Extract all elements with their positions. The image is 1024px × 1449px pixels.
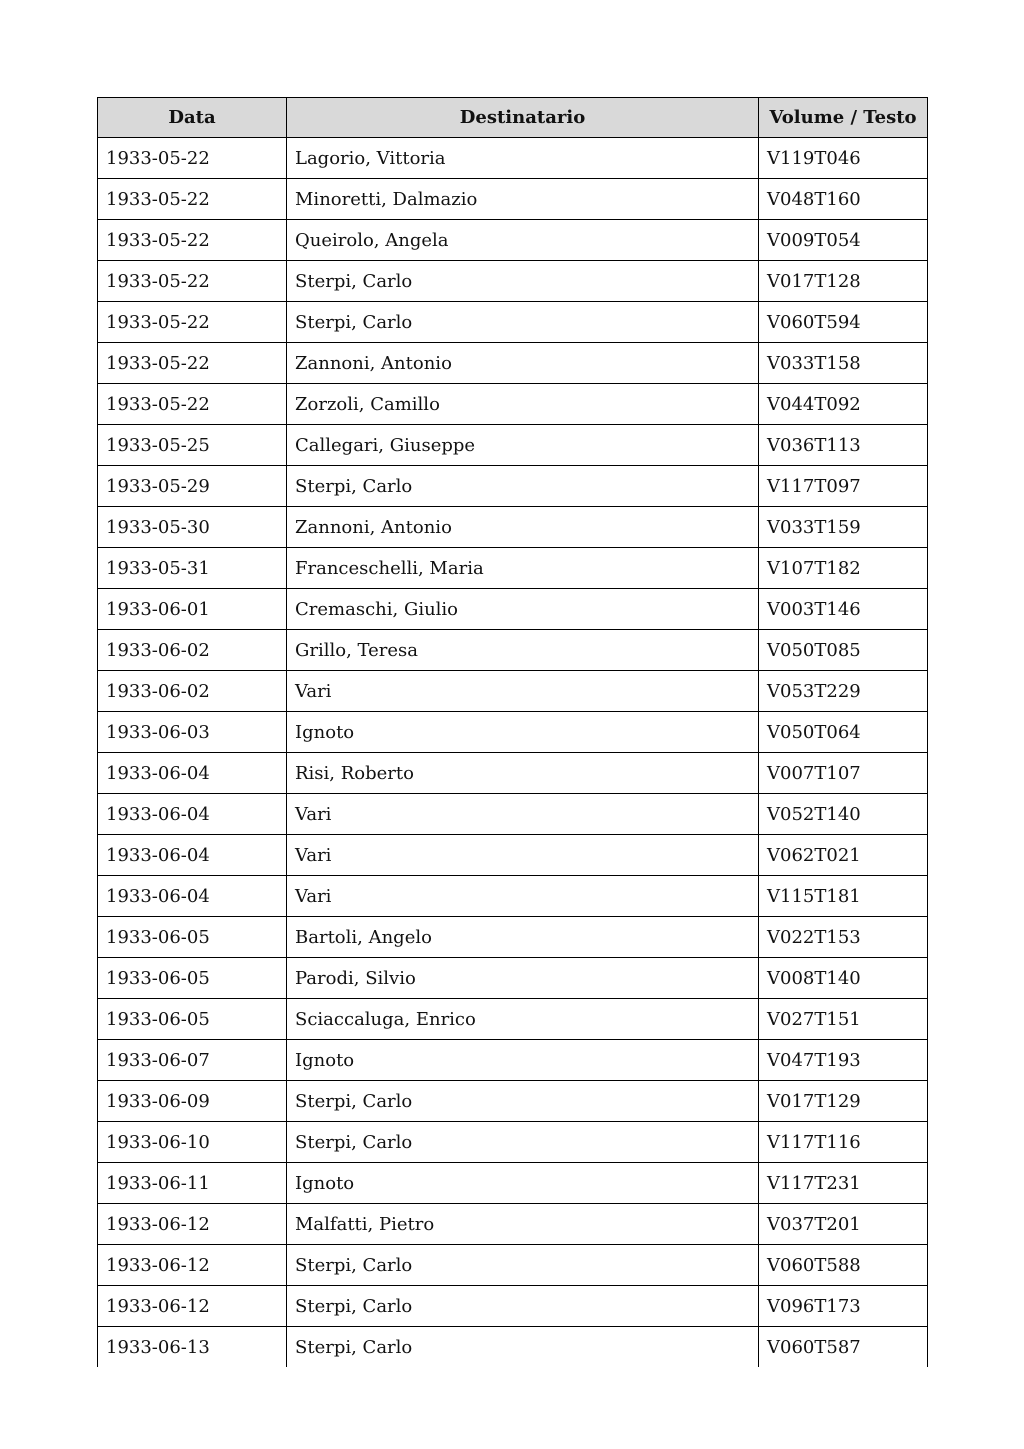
cell-data: 1933-05-22 (98, 343, 287, 384)
column-header-data: Data (98, 98, 287, 138)
cell-data: 1933-05-30 (98, 507, 287, 548)
table-row (98, 548, 928, 589)
cell-volume-testo: V062T021 (759, 835, 928, 876)
cell-data: 1933-05-22 (98, 138, 287, 179)
table-row (98, 425, 928, 466)
cell-data: 1933-06-05 (98, 917, 287, 958)
cell-volume-testo: V048T160 (759, 179, 928, 220)
cell-destinatario: Sterpi, Carlo (287, 302, 759, 343)
cell-destinatario: Vari (287, 794, 759, 835)
cell-volume-testo: V027T151 (759, 999, 928, 1040)
cell-destinatario: Sterpi, Carlo (287, 1245, 759, 1286)
cell-data: 1933-06-07 (98, 1040, 287, 1081)
cell-volume-testo: V052T140 (759, 794, 928, 835)
table-row (98, 835, 928, 876)
table-body (98, 138, 928, 1368)
cell-data: 1933-05-29 (98, 466, 287, 507)
cell-data: 1933-06-03 (98, 712, 287, 753)
cell-destinatario: Grillo, Teresa (287, 630, 759, 671)
cell-destinatario: Sterpi, Carlo (287, 261, 759, 302)
cell-destinatario: Minoretti, Dalmazio (287, 179, 759, 220)
cell-destinatario: Vari (287, 671, 759, 712)
cell-destinatario: Sterpi, Carlo (287, 1286, 759, 1327)
cell-volume-testo: V060T588 (759, 1245, 928, 1286)
cell-volume-testo: V037T201 (759, 1204, 928, 1245)
cell-volume-testo: V009T054 (759, 220, 928, 261)
cell-data: 1933-05-22 (98, 179, 287, 220)
cell-destinatario: Ignoto (287, 1040, 759, 1081)
cell-data: 1933-06-05 (98, 958, 287, 999)
table-row (98, 261, 928, 302)
table-row (98, 179, 928, 220)
table-row (98, 302, 928, 343)
cell-data: 1933-05-22 (98, 302, 287, 343)
cell-destinatario: Callegari, Giuseppe (287, 425, 759, 466)
cell-destinatario: Sterpi, Carlo (287, 1327, 759, 1368)
cell-destinatario: Sterpi, Carlo (287, 1122, 759, 1163)
cell-volume-testo: V060T594 (759, 302, 928, 343)
cell-data: 1933-06-01 (98, 589, 287, 630)
cell-destinatario: Queirolo, Angela (287, 220, 759, 261)
cell-volume-testo: V036T113 (759, 425, 928, 466)
table-row (98, 1286, 928, 1327)
cell-destinatario: Lagorio, Vittoria (287, 138, 759, 179)
cell-volume-testo: V007T107 (759, 753, 928, 794)
cell-destinatario: Vari (287, 876, 759, 917)
table-row (98, 1040, 928, 1081)
cell-data: 1933-06-02 (98, 671, 287, 712)
table-row (98, 220, 928, 261)
cell-volume-testo: V119T046 (759, 138, 928, 179)
cell-data: 1933-06-02 (98, 630, 287, 671)
cell-volume-testo: V117T097 (759, 466, 928, 507)
cell-destinatario: Ignoto (287, 1163, 759, 1204)
table-row (98, 794, 928, 835)
cell-data: 1933-05-31 (98, 548, 287, 589)
cell-data: 1933-06-05 (98, 999, 287, 1040)
cell-volume-testo: V047T193 (759, 1040, 928, 1081)
cell-destinatario: Malfatti, Pietro (287, 1204, 759, 1245)
cell-destinatario: Ignoto (287, 712, 759, 753)
cell-volume-testo: V117T116 (759, 1122, 928, 1163)
cell-data: 1933-06-12 (98, 1204, 287, 1245)
cell-destinatario: Sciaccaluga, Enrico (287, 999, 759, 1040)
cell-volume-testo: V107T182 (759, 548, 928, 589)
cell-volume-testo: V117T231 (759, 1163, 928, 1204)
cell-data: 1933-06-11 (98, 1163, 287, 1204)
cell-data: 1933-05-22 (98, 384, 287, 425)
cell-destinatario: Sterpi, Carlo (287, 1081, 759, 1122)
cell-data: 1933-06-10 (98, 1122, 287, 1163)
cell-destinatario: Sterpi, Carlo (287, 466, 759, 507)
cell-data: 1933-06-04 (98, 753, 287, 794)
cell-volume-testo: V050T085 (759, 630, 928, 671)
cell-data: 1933-06-09 (98, 1081, 287, 1122)
cell-data: 1933-06-04 (98, 835, 287, 876)
table-row (98, 876, 928, 917)
cell-volume-testo: V115T181 (759, 876, 928, 917)
cell-destinatario: Cremaschi, Giulio (287, 589, 759, 630)
cell-destinatario: Vari (287, 835, 759, 876)
table-row (98, 343, 928, 384)
cell-volume-testo: V044T092 (759, 384, 928, 425)
table-row (98, 466, 928, 507)
table-row (98, 1327, 928, 1368)
table-row (98, 753, 928, 794)
header-row (98, 98, 928, 138)
cell-data: 1933-05-25 (98, 425, 287, 466)
cell-volume-testo: V003T146 (759, 589, 928, 630)
cell-destinatario: Zannoni, Antonio (287, 343, 759, 384)
table-row (98, 1081, 928, 1122)
table-row (98, 712, 928, 753)
cell-volume-testo: V060T587 (759, 1327, 928, 1368)
table-row (98, 1163, 928, 1204)
cell-data: 1933-06-12 (98, 1245, 287, 1286)
table-row (98, 507, 928, 548)
cell-destinatario: Franceschelli, Maria (287, 548, 759, 589)
table-row (98, 1122, 928, 1163)
table-row (98, 138, 928, 179)
table-row (98, 958, 928, 999)
cell-volume-testo: V050T064 (759, 712, 928, 753)
table-row (98, 671, 928, 712)
cell-data: 1933-05-22 (98, 220, 287, 261)
cell-destinatario: Risi, Roberto (287, 753, 759, 794)
cell-destinatario: Parodi, Silvio (287, 958, 759, 999)
table-row (98, 1204, 928, 1245)
letters-table (97, 97, 928, 1367)
cell-volume-testo: V033T158 (759, 343, 928, 384)
table-row (98, 384, 928, 425)
cell-destinatario: Bartoli, Angelo (287, 917, 759, 958)
table-row (98, 589, 928, 630)
cell-data: 1933-06-04 (98, 876, 287, 917)
table-row (98, 917, 928, 958)
cell-volume-testo: V053T229 (759, 671, 928, 712)
table-row (98, 1245, 928, 1286)
cell-destinatario: Zorzoli, Camillo (287, 384, 759, 425)
cell-data: 1933-06-13 (98, 1327, 287, 1368)
cell-volume-testo: V096T173 (759, 1286, 928, 1327)
cell-data: 1933-05-22 (98, 261, 287, 302)
cell-volume-testo: V033T159 (759, 507, 928, 548)
cell-volume-testo: V017T128 (759, 261, 928, 302)
cell-data: 1933-06-12 (98, 1286, 287, 1327)
column-header-destinatario: Destinatario (287, 98, 759, 138)
cell-destinatario: Zannoni, Antonio (287, 507, 759, 548)
table-row (98, 999, 928, 1040)
cell-volume-testo: V008T140 (759, 958, 928, 999)
column-header-volume-testo: Volume / Testo (759, 98, 928, 138)
cell-volume-testo: V017T129 (759, 1081, 928, 1122)
table-row (98, 630, 928, 671)
cell-data: 1933-06-04 (98, 794, 287, 835)
table-header (98, 98, 928, 138)
cell-volume-testo: V022T153 (759, 917, 928, 958)
